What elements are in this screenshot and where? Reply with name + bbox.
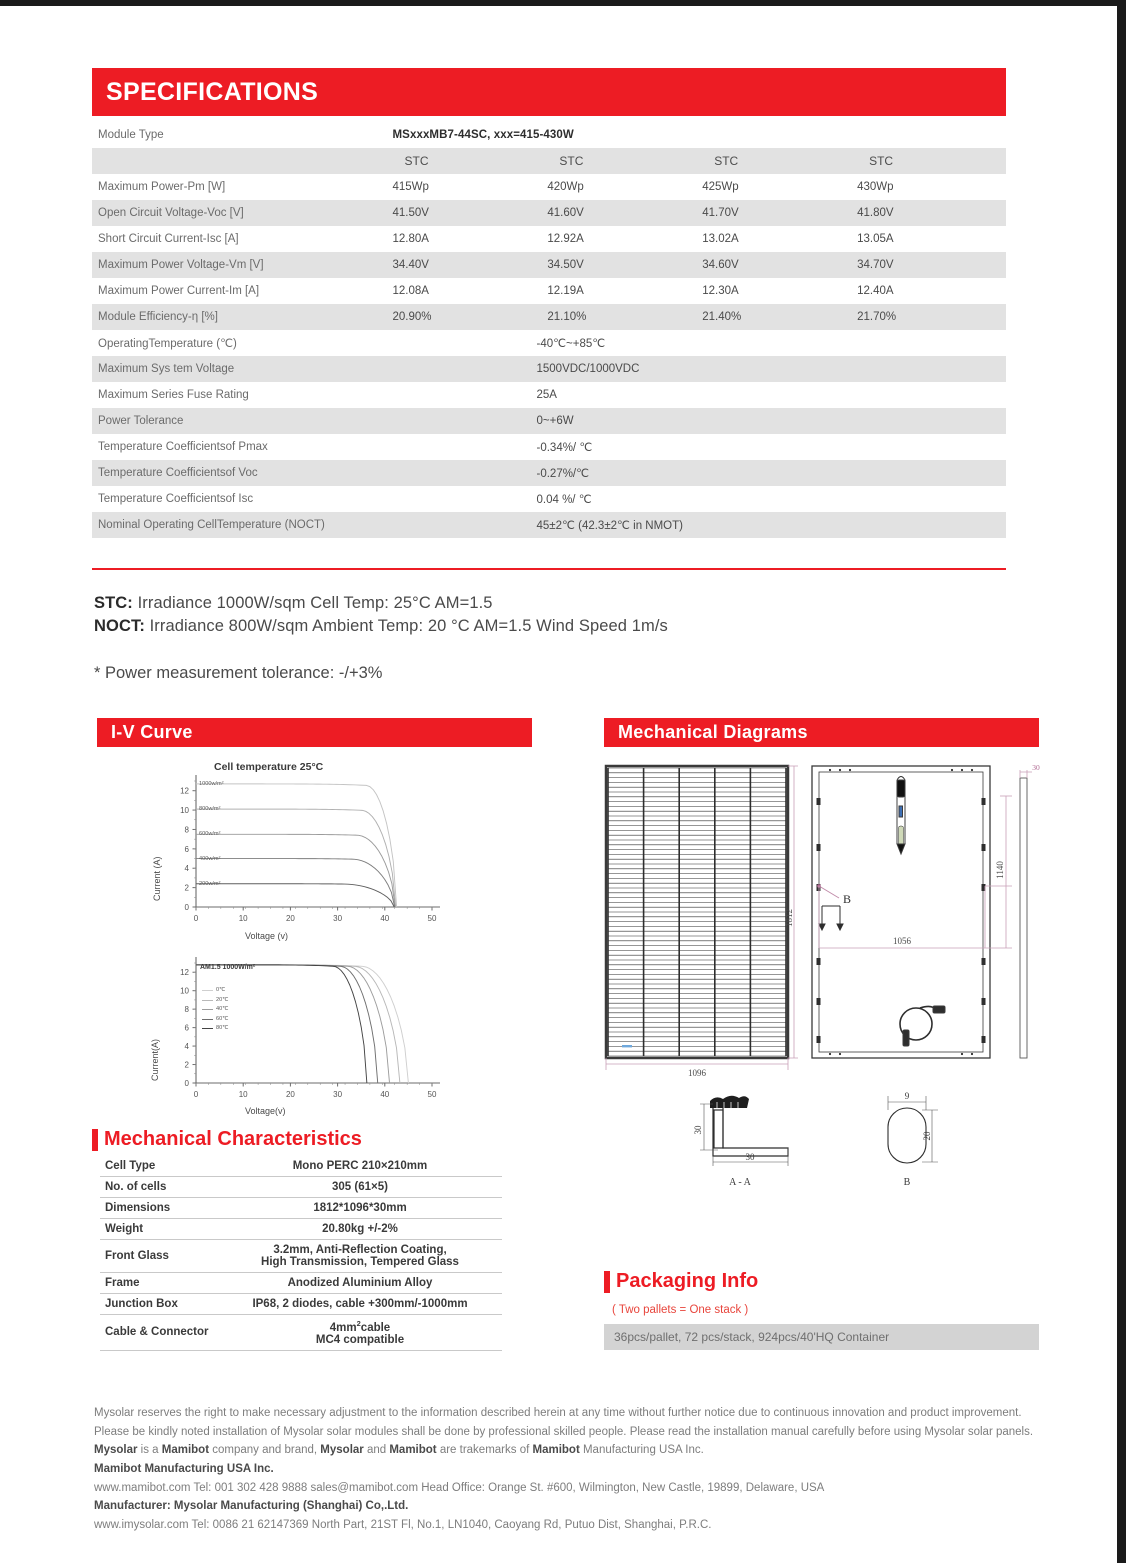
table-row (92, 122, 1006, 148)
y-tick-label: 0 (184, 1079, 189, 1088)
y-tick-label: 12 (180, 968, 189, 978)
spec-label: Short Circuit Current-Isc [A] (98, 233, 239, 245)
x-tick-label: 40 (380, 1090, 390, 1099)
legend-swatch (202, 1028, 213, 1029)
detail-aa-height-text: 30 (693, 1125, 703, 1135)
spec-value: 12.19A (547, 285, 584, 297)
spec-value: 12.40A (857, 285, 894, 297)
detail-b-width-text: 9 (904, 1091, 910, 1101)
y-tick-label: 10 (180, 986, 189, 996)
table-row (100, 1315, 502, 1351)
dim-1056-text: 1056 (893, 936, 911, 946)
y-tick-label: 8 (184, 1005, 189, 1015)
dimension-thickness-30 (1020, 770, 1032, 778)
spec-label: Open Circuit Voltage-Voc [V] (98, 207, 244, 219)
chart2-xlabel: Voltage(v) (245, 1106, 286, 1116)
table-row (92, 382, 1006, 408)
legend-label: 20℃ (216, 996, 229, 1003)
spec-value: 1500VDC/1000VDC (536, 363, 640, 375)
mechanical-diagrams-title: Mechanical Diagrams (618, 722, 808, 742)
table-row (92, 200, 1006, 226)
iv-curve-title: I-V Curve (111, 722, 193, 742)
x-tick-label: 0 (193, 1090, 199, 1099)
detail-b-title: B (903, 1177, 911, 1188)
legend-swatch (202, 1000, 213, 1001)
mechanical-key: Cable & Connector (100, 1315, 218, 1351)
legend-label: 60℃ (216, 1015, 229, 1022)
y-tick-label: 2 (184, 883, 189, 893)
spec-value: 20.90% (392, 311, 432, 323)
module-type-value: MSxxxMB7-44SC, xxx=415-430W (392, 129, 574, 141)
spec-label: Maximum Sys tem Voltage (98, 363, 235, 375)
detail-aa-drawing (693, 1096, 788, 1188)
spec-value: 12.92A (547, 233, 584, 245)
detail-aa-width-text: 30 (745, 1152, 755, 1162)
spec-value: 13.05A (857, 233, 894, 245)
spec-label: Nominal Operating CellTemperature (NOCT) (98, 519, 325, 531)
spec-label: Power Tolerance (98, 415, 184, 427)
noct-label: NOCT: (94, 617, 145, 635)
legend-label: 40℃ (216, 1006, 229, 1012)
table-row (92, 512, 1006, 538)
x-tick-label: 0 (193, 914, 199, 923)
spec-value: 430Wp (857, 181, 894, 193)
spec-value: 13.02A (702, 233, 739, 245)
condition-header: STC (559, 154, 584, 168)
table-row (92, 226, 1006, 252)
spec-label: OperatingTemperature (℃) (98, 338, 237, 350)
callout-b-label: B (843, 892, 852, 906)
y-tick-label: 12 (180, 786, 189, 796)
front-view-drawing (606, 766, 788, 1058)
y-tick-label: 4 (184, 1042, 189, 1052)
footer-company-usa-contact: www.mamibot.com Tel: 001 302 428 9888 sales@mamibot.com Head Office: Orange St. #600, Wilmington, New Castle, 19899, Delaware, USA (94, 1481, 825, 1494)
y-tick-label: 10 (180, 806, 189, 816)
x-tick-label: 30 (333, 914, 343, 923)
series-line (196, 965, 378, 1083)
spec-value: 420Wp (547, 181, 584, 193)
condition-header: STC (404, 154, 429, 168)
packaging-subtitle: ( Two pallets = One stack ) (612, 1304, 749, 1316)
spec-value: 45±2℃ (42.3±2℃ in NMOT) (536, 520, 683, 532)
table-row (100, 1156, 502, 1177)
spec-value: 41.50V (392, 207, 429, 219)
table-row (100, 1219, 502, 1240)
series-line (196, 834, 395, 907)
condition-header: STC (714, 154, 739, 168)
legend-label: 0℃ (216, 987, 226, 993)
spec-value: 12.30A (702, 285, 739, 297)
spec-label: Temperature Coefficientsof Pmax (98, 441, 268, 453)
noct-text: Irradiance 800W/sqm Ambient Temp: 20 °C AM=1.5 Wind Speed 1m/s (149, 617, 668, 635)
mechanical-value: Mono PERC 210×210mm (218, 1156, 502, 1177)
dim-1812-text: 1812 (784, 909, 794, 927)
y-tick-label: 2 (184, 1060, 189, 1070)
spec-label: Maximum Series Fuse Rating (98, 389, 249, 401)
series-label: 400w/m² (199, 855, 221, 862)
footer-company-usa: Mamibot Manufacturing USA Inc. (94, 1462, 274, 1475)
condition-header: STC (869, 154, 894, 168)
series-line (196, 965, 367, 1083)
panel-mechanical-drawings (600, 758, 1046, 1218)
mechanical-key: Weight (100, 1219, 218, 1240)
stc-note (94, 594, 668, 613)
spec-value: 21.10% (547, 311, 587, 323)
mechanical-key: Frame (100, 1273, 218, 1294)
specifications-title: SPECIFICATIONS (106, 77, 319, 106)
spec-label: Module Efficiency-η [%] (98, 311, 218, 323)
spec-value: -40℃~+85℃ (536, 338, 606, 350)
footer-trademark: Mysolar is a Mamibot company and brand, Mysolar and Mamibot are trakemarks of Mamibot Manufacturing USA Inc. (94, 1444, 704, 1457)
section-divider (92, 568, 1006, 570)
spec-label: Maximum Power-Pm [W] (98, 181, 226, 193)
mechanical-value: IP68, 2 diodes, cable +300mm/-1000mm (218, 1294, 502, 1315)
spec-value: 41.60V (547, 207, 584, 219)
x-tick-label: 30 (333, 1090, 343, 1099)
mechanical-key: No. of cells (100, 1177, 218, 1198)
red-accent-bar (92, 1129, 98, 1151)
mechanical-value: $4mm^2cable$ MC4 compatible (218, 1315, 502, 1351)
series-label: 1000w/m² (199, 780, 224, 787)
table-row (92, 278, 1006, 304)
spec-value: 425Wp (702, 181, 739, 193)
spec-value: 21.70% (857, 311, 897, 323)
iv-curve-header (97, 718, 532, 747)
table-row (100, 1177, 502, 1198)
mechanical-key: Front Glass (100, 1240, 218, 1273)
detail-b-height-text: 20 (922, 1131, 932, 1141)
spec-value: 21.40% (702, 311, 742, 323)
series-line (196, 859, 395, 907)
red-accent-bar (604, 1271, 610, 1293)
y-tick-label: 8 (184, 825, 189, 835)
series-label: 600w/m² (199, 831, 221, 838)
packaging-info-header (604, 1270, 758, 1293)
series-label: 800w/m² (199, 806, 221, 813)
back-view-drawing (812, 766, 990, 1058)
iv-curve-irradiance-chart (150, 761, 490, 951)
callout-b-leader (819, 886, 839, 898)
table-row (92, 434, 1006, 460)
y-tick-label: 6 (184, 844, 189, 854)
spec-value: 12.80A (392, 233, 429, 245)
table-row (100, 1273, 502, 1294)
mechanical-diagrams-header (604, 718, 1039, 747)
footer-paragraph: Mysolar reserves the right to make necessary adjustment to the information described herein at any time without further notice due to continuous innovation and product improvement. Please be kindly noted installation of Mysolar solar modules shall be done by professional skilled people. Please read the installation manual carefully before using Mysolar solar panels. (94, 1407, 1034, 1438)
legend-label: 80℃ (216, 1025, 229, 1031)
x-tick-label: 50 (427, 1090, 437, 1099)
footer-disclaimer (94, 1404, 1049, 1534)
legend-swatch (202, 990, 213, 991)
noct-note (94, 617, 668, 636)
stc-text: Irradiance 1000W/sqm Cell Temp: 25°C AM=1.5 (137, 594, 493, 612)
table-row (92, 252, 1006, 278)
test-conditions-notes (94, 594, 668, 640)
table-row (92, 408, 1006, 434)
spec-value: 0.04 %/ ℃ (536, 494, 592, 506)
spec-value: 25A (536, 389, 557, 401)
mechanical-characteristics-table (100, 1156, 502, 1351)
mechanical-value: 3.2mm, Anti-Reflection Coating, High Transmission, Tempered Glass (218, 1240, 502, 1273)
specifications-header (92, 68, 1006, 116)
mechanical-value: 305 (61×5) (218, 1177, 502, 1198)
spec-value: -0.34%/ ℃ (536, 442, 593, 454)
table-row (92, 486, 1006, 512)
detail-b-drawing (888, 1091, 938, 1188)
x-tick-label: 40 (380, 914, 390, 923)
mechanical-value: 1812*1096*30mm (218, 1198, 502, 1219)
mechanical-characteristics-title: Mechanical Characteristics (104, 1128, 362, 1150)
spec-label: Temperature Coefficientsof Isc (98, 493, 254, 505)
spec-value: 415Wp (392, 181, 429, 193)
side-view-drawing (1020, 778, 1027, 1058)
table-row (92, 330, 1006, 356)
series-line (196, 809, 396, 907)
table-row (92, 460, 1006, 486)
spec-label: Module Type (98, 129, 164, 141)
spec-label: Maximum Power Current-Im [A] (98, 285, 260, 297)
specifications-table (92, 122, 1006, 538)
spec-value: 12.08A (392, 285, 429, 297)
spec-label: Temperature Coefficientsof Voc (98, 467, 258, 479)
spec-value: 34.60V (702, 259, 739, 271)
stc-label: STC: (94, 594, 133, 612)
chart1-xlabel: Voltage (v) (245, 931, 289, 941)
mechanical-characteristics-header (92, 1128, 362, 1151)
spec-value: 34.70V (857, 259, 894, 271)
x-tick-label: 50 (427, 914, 437, 923)
spec-value: 41.70V (702, 207, 739, 219)
y-tick-label: 6 (184, 1023, 189, 1033)
chart2-ylabel: Current(A) (150, 1038, 160, 1081)
dim-1096-text: 1096 (688, 1068, 706, 1078)
chart1-title: Cell temperature 25°C (214, 761, 324, 773)
mechanical-key: Cell Type (100, 1156, 218, 1177)
legend-swatch (202, 1019, 213, 1020)
x-tick-label: 10 (238, 1090, 248, 1099)
table-row (100, 1240, 502, 1273)
mechanical-key: Junction Box (100, 1294, 218, 1315)
series-line (196, 884, 394, 907)
footer-manufacturer: Manufacturer: Mysolar Manufacturing (Shanghai) Co,.Ltd. (94, 1500, 409, 1513)
legend-swatch (202, 1009, 213, 1010)
series-line (196, 965, 400, 1083)
dim-side-30-text: 30 (1032, 763, 1040, 772)
y-tick-label: 0 (184, 903, 189, 912)
spec-value: 41.80V (857, 207, 894, 219)
chart2-plot (150, 951, 490, 1126)
series-line (196, 784, 397, 907)
table-row (92, 356, 1006, 382)
packaging-detail: 36pcs/pallet, 72 pcs/stack, 924pcs/40'HQ Container (604, 1324, 1039, 1350)
mechanical-key: Dimensions (100, 1198, 218, 1219)
spec-value: 0~+6W (536, 415, 574, 427)
series-label: 200w/m² (199, 880, 221, 887)
power-tolerance-note: * Power measurement tolerance: -/+3% (94, 664, 383, 682)
table-row (92, 304, 1006, 330)
x-tick-label: 20 (285, 1090, 295, 1099)
table-row (100, 1294, 502, 1315)
spec-value: 34.50V (547, 259, 584, 271)
y-tick-label: 4 (184, 864, 189, 874)
detail-aa-title: A - A (729, 1177, 751, 1188)
spec-value: 34.40V (392, 259, 429, 271)
chart2-inline-title: AM1.5 1000W/m² (200, 964, 256, 971)
spec-value: -0.27%/℃ (536, 468, 590, 480)
table-row (92, 174, 1006, 200)
mechanical-value: Anodized Aluminium Alloy (218, 1273, 502, 1294)
x-tick-label: 20 (285, 914, 295, 923)
footer-manufacturer-contact: www.imysolar.com Tel: 0086 21 62147369 North Part, 21ST Fl, No.1, LN1040, Caoyang Rd, Putuo Dist, Shanghai, P.R.C. (94, 1518, 712, 1531)
packaging-info-title: Packaging Info (616, 1270, 759, 1292)
table-row (100, 1198, 502, 1219)
mechanical-value: 20.80kg +/-2% (218, 1219, 502, 1240)
dim-1140-text: 1140 (995, 861, 1005, 879)
spec-label: Maximum Power Voltage-Vm [V] (98, 259, 264, 271)
chart1-ylabel: Current (A) (152, 856, 162, 901)
x-tick-label: 10 (238, 914, 248, 923)
table-row (92, 148, 1006, 174)
iv-curve-temperature-chart (150, 951, 490, 1126)
